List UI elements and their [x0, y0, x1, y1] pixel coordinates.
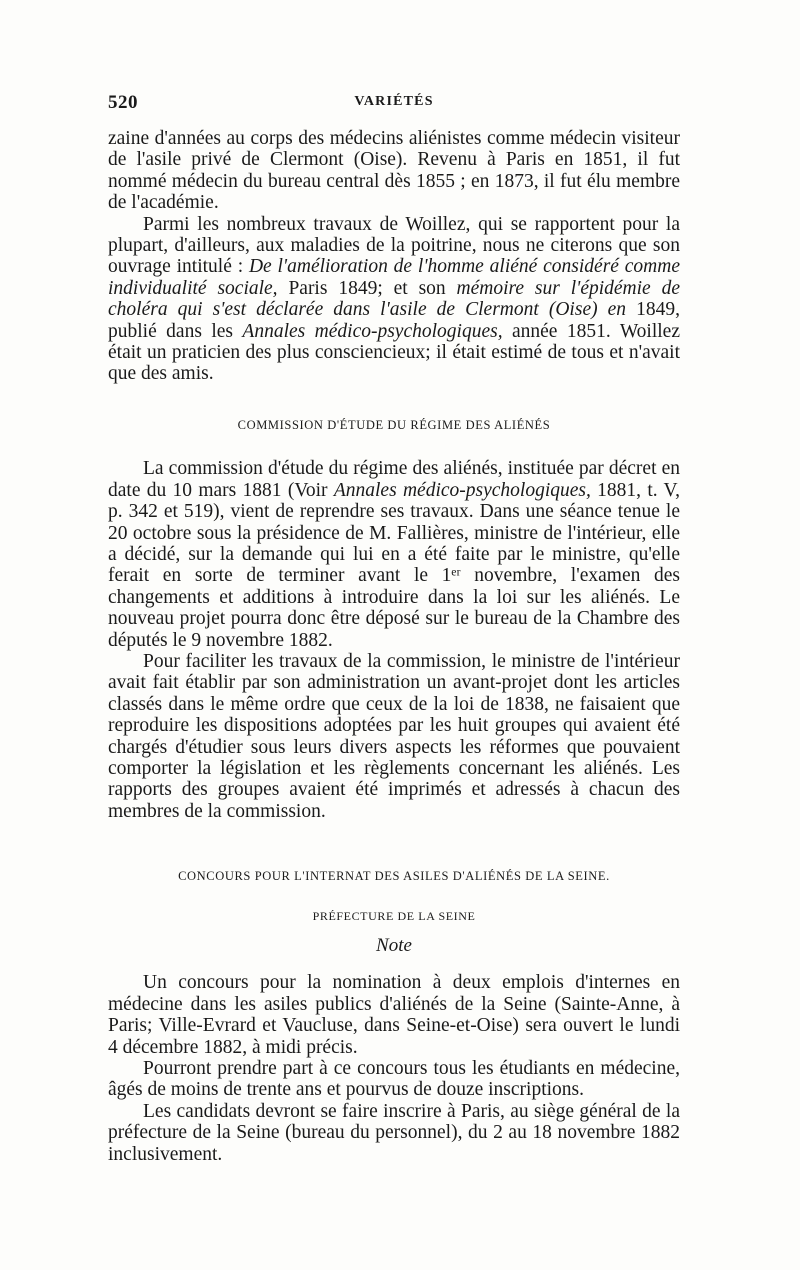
- text-run: 1849, publié dans les: [108, 299, 680, 342]
- paragraph: Les candidats devront se faire inscrire à Paris, au siège général de la préfecture de la Seine (bureau du personnel), du 2 au 18 novembre 1882 inclusivement.: [108, 1100, 680, 1165]
- page-number: 520: [108, 92, 138, 113]
- text-run: 1881, t. V, p. 342 et 519), vient de reprendre ses travaux. Dans une séance tenue le 20 octobre sous la présidence de M. Fallières, ministre de l'intérieur, elle a décidé, sur la demande qui lui en a été faite par le ministre, qu'elle ferait en sorte de terminer avant le 1ᵉʳ novembre, l'examen des changements et additions à introduire dans la loi sur les aliénés. Le nouveau projet pourra donc être déposé sur le bureau de la Chambre des députés le 9 novembre 1882.: [108, 479, 681, 651]
- running-title: VARIÉTÉS: [354, 94, 434, 109]
- paragraph: [108, 214, 680, 385]
- paragraph: Pourront prendre part à ce concours tous les étudiants en médecine, âgés de moins de trente ans et pourvus de douze inscriptions.: [108, 1058, 680, 1101]
- note-heading: Note: [376, 935, 412, 956]
- italic-title: Annales médico-psychologiques,: [333, 479, 591, 501]
- italic-title: Annales médico-psychologiques,: [242, 320, 503, 342]
- section-heading: COMMISSION D'ÉTUDE DU RÉGIME DES ALIÉNÉS: [237, 417, 551, 432]
- paragraph: zaine d'années au corps des médecins aliénistes comme médecin visiteur de l'asile privé de Clermont (Oise). Revenu à Paris en 1851, il fut nommé médecin du bureau central dès 1855 ; en 1873, il fut élu membre de l'académie.: [108, 128, 680, 214]
- text-run: La commission d'étude du régime des aliénés, instituée par décret en date du 10 mars 1881 (Voir: [108, 458, 680, 501]
- section-heading: CONCOURS POUR L'INTERNAT DES ASILES D'ALIÉNÉS DE LA SEINE.: [178, 869, 610, 884]
- italic-title: De l'amélioration de l'homme aliéné considéré comme individualité sociale,: [108, 256, 680, 299]
- italic-title: mémoire sur l'épidémie de choléra qui s'est déclarée dans l'asile de Clermont (Oise) en: [108, 277, 680, 321]
- page-body: [108, 128, 680, 1165]
- text-run: Paris 1849; et son: [277, 277, 457, 299]
- paragraph: Pour faciliter les travaux de la commission, le ministre de l'intérieur avait fait établir par son administration un avant-projet dont les articles classés dans le même ordre que ceux de la loi de 1838, ne faisaient que reproduire les dispositions adoptées par les huit groupes qui avaient été chargés d'étudier sous leurs divers aspects les réformes que pouvaient comporter la législation et les règlements concernant les aliénés. Les rapports des groupes avaient été imprimés et adressés à chacun des membres de la commission.: [108, 650, 680, 822]
- running-header: [108, 92, 680, 116]
- paragraph: Un concours pour la nomination à deux emplois d'internes en médecine dans les asiles publics d'aliénés de la Seine (Sainte-Anne, à Paris; Ville-Evrard et Vaucluse, dans Seine-et-Oise) sera ouvert le lundi 4 décembre 1882, à midi précis.: [108, 972, 680, 1058]
- paragraph: [108, 458, 680, 651]
- text-run: année 1851. Woillez était un praticien des plus consciencieux; il était estimé de tous et n'avait que des amis.: [108, 320, 680, 385]
- sub-heading: PRÉFECTURE DE LA SEINE: [312, 908, 476, 923]
- text-run: Parmi les nombreux travaux de Woillez, qui se rapportent pour la plupart, d'ailleurs, aux maladies de la poitrine, nous ne citerons que son ouvrage intitulé :: [108, 213, 680, 278]
